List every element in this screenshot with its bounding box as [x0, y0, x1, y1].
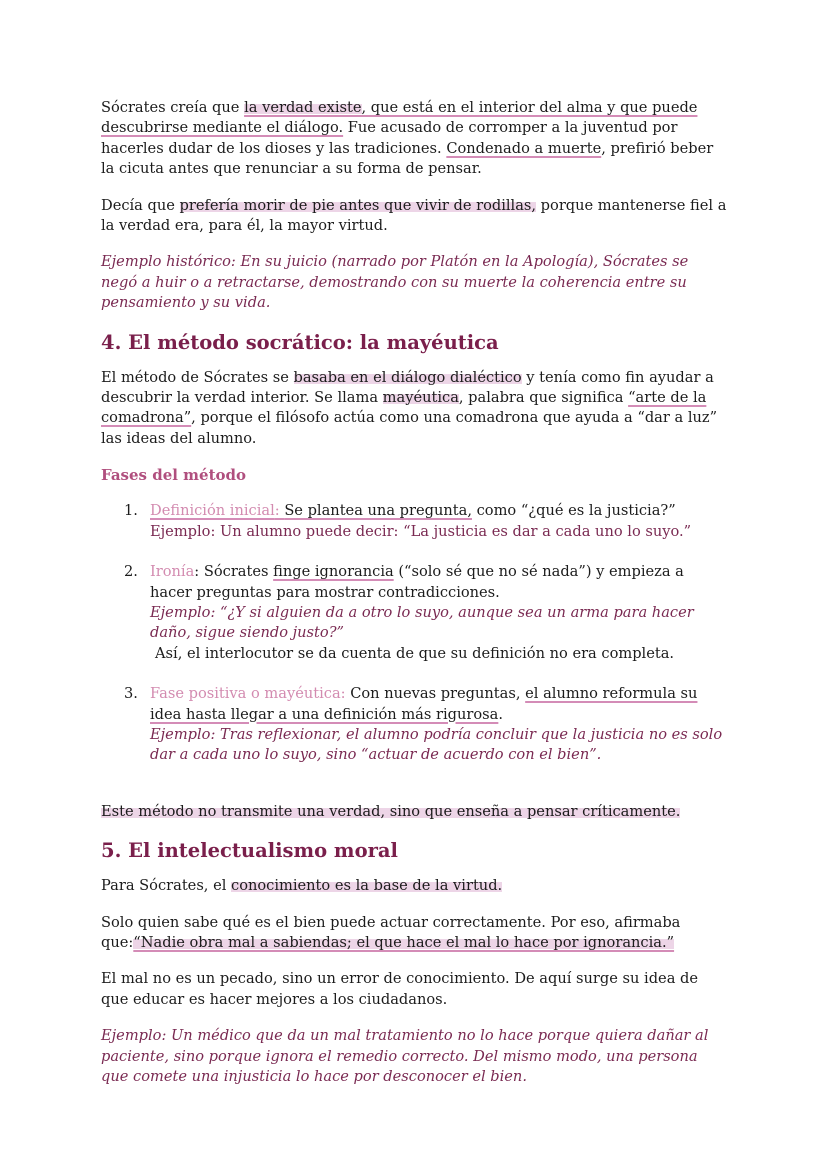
text-run: Sócrates: [203, 563, 274, 581]
text-run: y tenía como fin ayudar a descubrir la verdad interior. Se llama: [101, 368, 714, 407]
highlight-knowledge-virtue: conocimiento es la base de la virtud.: [231, 877, 503, 895]
text-run: Para Sócrates, el: [101, 877, 232, 895]
section-4-heading: 4. El método socrático: la mayéutica: [101, 330, 499, 354]
highlight-mayeutica: mayéutica: [382, 389, 459, 407]
document-content: [101, 98, 729, 1103]
phase-text: [150, 684, 729, 725]
list-number: 3.: [124, 685, 138, 703]
text-run: , prefirió beber la cicuta antes que renunciar a su forma de pensar.: [101, 139, 714, 178]
phase-example: Ejemplo: Tras reflexionar, el alumno podría concluir que la justicia no es solo dar a cada uno lo suyo, sino “actuar de acuerdo con el bien”.: [150, 725, 723, 764]
text-run: El método de Sócrates se: [101, 368, 294, 386]
phase-example: Ejemplo: Un alumno puede decir: “La justicia es dar a cada uno lo suyo.”: [150, 522, 692, 540]
highlight-nobody-does-wrong-quote: “Nadie obra mal a sabiendas; el que hace el mal lo hace por ignorancia.”: [133, 933, 675, 951]
phase-label: Ironía: [150, 563, 195, 581]
virtue-knowledge-paragraph: [101, 876, 729, 896]
phase-label: Fase positiva o mayéutica:: [150, 685, 346, 703]
doctor-example: Ejemplo: Un médico que da un mal tratamiento no lo hace porque quiera dañar al paciente, sino porque ignora el remedio correcto. Del mismo modo, una persona que comete una injusticia lo hace por desconocer el bien.: [101, 1027, 709, 1085]
ignorance-quote-paragraph: [101, 913, 729, 954]
text-run: Solo quien sabe qué es el bien puede actuar correctamente. Por eso, afirmaba que:: [101, 913, 681, 951]
text-run: (“solo sé que no sé nada”) y empieza a hacer preguntas para mostrar contradicciones.: [150, 563, 684, 601]
highlight-die-standing: prefería morir de pie antes que vivir de rodillas,: [179, 196, 537, 214]
phase-text: [150, 562, 729, 603]
phase-separator: :: [274, 502, 285, 520]
list-number: 2.: [124, 563, 138, 581]
section-5-heading: 5. El intelectualismo moral: [101, 839, 398, 863]
phase-text: [150, 501, 729, 521]
phase-conclusion: Así, el interlocutor se da cuenta de que su definición no era completa.: [155, 644, 675, 662]
phase-item-maieutic: [101, 684, 729, 766]
underline-inner-truth: , que está en el interior del alma y que puede descubrirse mediante el diálogo.: [101, 99, 698, 137]
underline-feign-ignorance: finge ignorancia: [273, 563, 394, 581]
text-run: Con nuevas preguntas,: [345, 685, 526, 703]
text-run: .: [498, 705, 503, 723]
phase-item-initial-definition: [101, 501, 729, 542]
text-run: Sócrates creía que: [101, 99, 245, 116]
text-run: , porque el filósofo actúa como una comadrona que ayuda a “dar a luz” las ideas del alumno.: [101, 409, 718, 447]
text-run: , palabra que significa: [458, 389, 629, 407]
highlight-critical-thinking: Este método no transmite una verdad, sino que enseña a pensar críticamente.: [101, 802, 681, 820]
method-phases-list: [101, 501, 729, 765]
phase-item-irony: [101, 562, 729, 664]
method-phases-subheading: Fases del método: [101, 466, 246, 485]
virtue-paragraph: [101, 196, 729, 237]
education-paragraph: El mal no es un pecado, sino un error de conocimiento. De aquí surge su idea de que educar es hacer mejores a los ciudadanos.: [101, 970, 699, 1008]
phase-example: Ejemplo: “¿Y si alguien da a otro lo suyo, aunque sea un arma para hacer daño, sigue siendo justo?”: [150, 603, 694, 642]
phase-label: Definición inicial: [150, 502, 275, 520]
text-run: porque mantenerse fiel a la verdad era, para él, la mayor virtud.: [101, 196, 727, 235]
text-run: Fue acusado de corromper a la juventud por hacerles dudar de los dioses y las tradiciones.: [101, 119, 678, 157]
underline-condemned: Condenado a muerte: [446, 139, 602, 157]
text-run: como “¿qué es la justicia?”: [471, 502, 676, 520]
socrates-intro-paragraph: [101, 98, 729, 180]
method-paragraph: [101, 368, 729, 450]
underline-ask-question: Se plantea una pregunta,: [284, 502, 472, 520]
method-closing-statement: [101, 802, 729, 822]
text-run: Decía que: [101, 196, 180, 214]
underline-reformulate-idea: el alumno reformula su idea hasta llegar a una definición más rigurosa: [150, 685, 698, 723]
highlight-truth-exists: la verdad existe: [244, 99, 362, 116]
phase-separator: :: [194, 563, 204, 581]
historical-example: Ejemplo histórico: En su juicio (narrado por Platón en la Apología), Sócrates se negó a huir o a retractarse, demostrando con su muerte la coherencia entre su pensamiento y su vida.: [101, 253, 689, 312]
list-number: 1.: [124, 502, 138, 520]
underline-midwife-art: “arte de la comadrona”: [101, 389, 707, 427]
highlight-dialectic-dialogue: basaba en el diálogo dialéctico: [293, 368, 522, 386]
